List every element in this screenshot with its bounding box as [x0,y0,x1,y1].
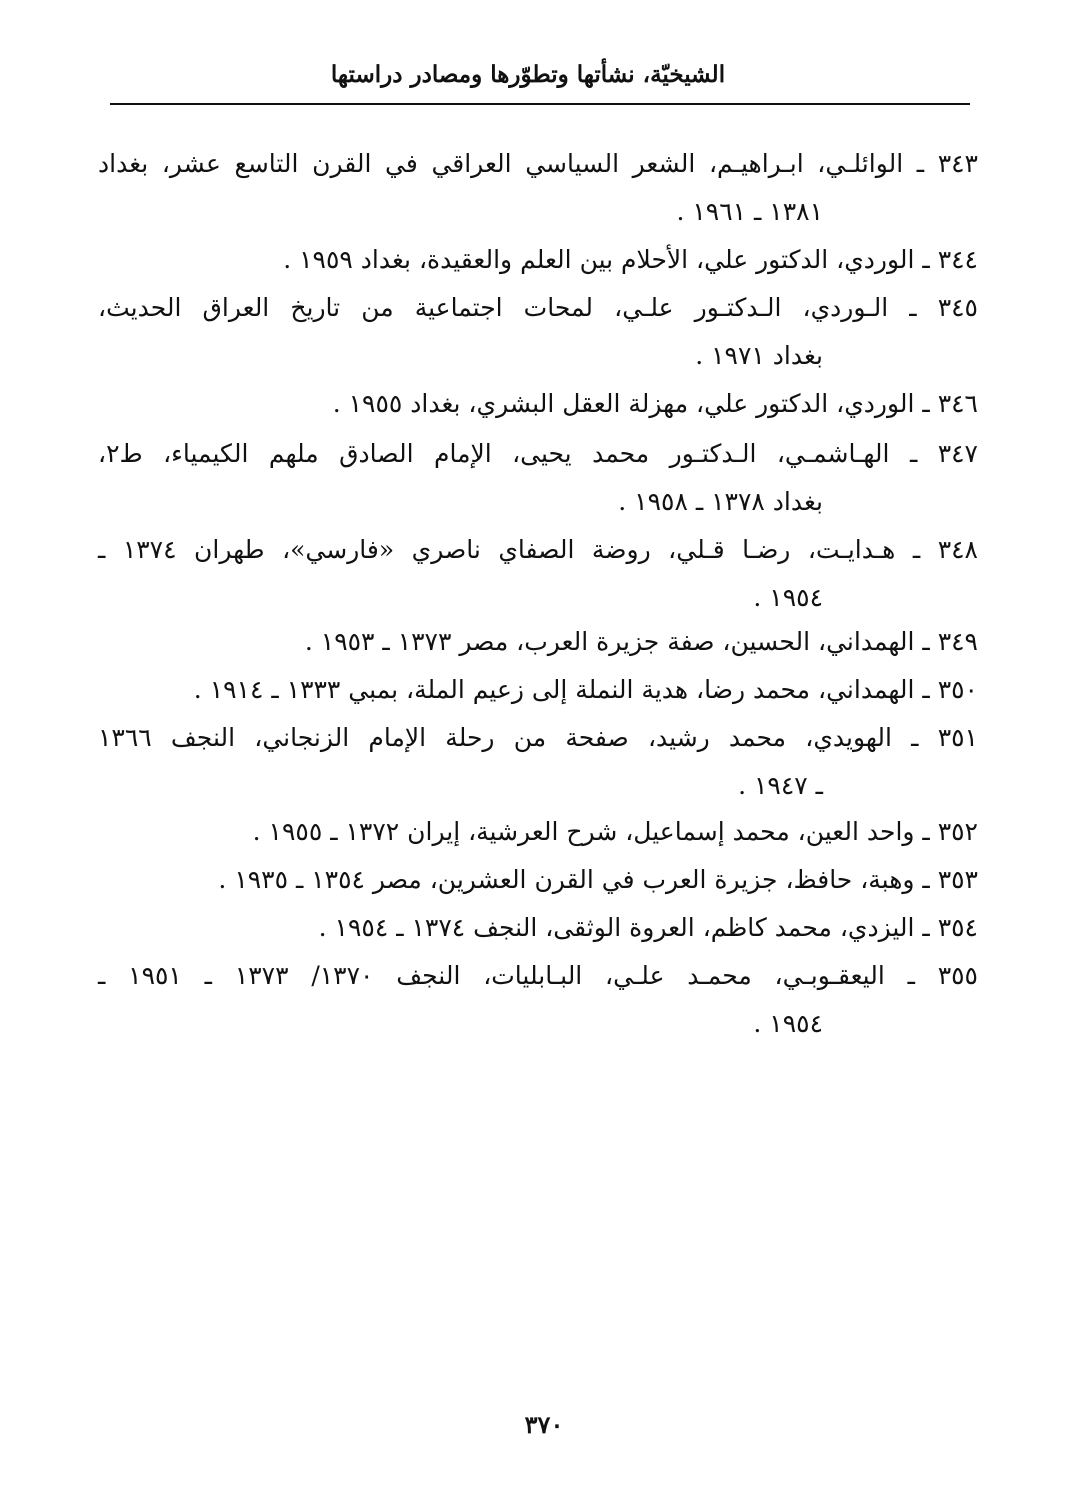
bibliography-entry-349 [98,618,978,666]
entry-continuation: بغداد ١٣٧٨ ـ ١٩٥٨ . [618,487,823,516]
entry-continuation: بغداد ١٩٧١ . [695,341,823,370]
entry-text: ٣٥٤ ـ اليزدي، محمد كاظم، العروة الوثقى، النجف ١٣٧٤ ـ ١٩٥٤ . [318,913,978,942]
running-header: الشيخيّة، نشأتها وتطوّرها ومصادر دراستها [330,61,726,88]
bibliography-entry-343 [98,140,978,234]
bibliography-entry-350 [98,666,978,714]
header-rule [110,103,970,105]
bibliography-entry-354 [98,904,978,952]
entry-text: ٣٤٦ ـ الوردي، الدكتور علي، مهزلة العقل البشري، بغداد ١٩٥٥ . [332,389,978,418]
entry-continuation: ١٩٥٤ . [753,1009,823,1038]
bibliography-entry-346 [98,380,978,428]
bibliography-entry-348 [98,526,978,620]
bibliography-entry-347 [98,430,978,524]
entry-text: ٣٤٣ ـ الوائلـي، ابـراهيـم، الشعر السياسي العراقي في القرن التاسع عشر، بغداد [98,149,978,178]
bibliography-entry-352 [98,808,978,856]
page-number: ٣٧٠ [524,1410,564,1439]
entry-text: ٣٥١ ـ الهويدي، محمد رشيد، صفحة من رحلة الإمام الزنجاني، النجف ١٣٦٦ [98,723,978,752]
bibliography-entry-345 [98,284,978,378]
bibliography-entry-344 [98,236,978,284]
entry-text: ٣٤٩ ـ الهمداني، الحسين، صفة جزيرة العرب، مصر ١٣٧٣ ـ ١٩٥٣ . [304,627,978,656]
entry-text: ٣٤٥ ـ الـوردي، الـدكتـور علـي، لمحات اجتماعية من تاريخ العراق الحديث، [98,293,978,322]
entry-continuation: ـ ١٩٤٧ . [738,771,823,800]
entry-continuation: ١٩٥٤ . [753,583,823,612]
bibliography-entry-355 [98,952,978,1046]
entry-text: ٣٥٠ ـ الهمداني، محمد رضا، هدية النملة إلى زعيم الملة، بمبي ١٣٣٣ ـ ١٩١٤ . [193,675,978,704]
bibliography-entry-351 [98,714,978,808]
entry-text: ٣٥٢ ـ واحد العين، محمد إسماعيل، شرح العرشية، إيران ١٣٧٢ ـ ١٩٥٥ . [252,817,978,846]
entry-text: ٣٤٨ ـ هـدايـت، رضـا قـلي، روضة الصفاي ناصري «فارسي»، طهران ١٣٧٤ ـ [98,535,978,564]
entry-text: ٣٤٧ ـ الهـاشمـي، الـدكتـور محمد يحيى، الإمام الصادق ملهم الكيمياء، ط٢، [98,439,978,468]
entry-text: ٣٥٥ ـ اليعقـوبـي، محمـد علـي، البـابليات، النجف ١٣٧٠/ ١٣٧٣ ـ ١٩٥١ ـ [98,961,978,990]
bibliography-entry-353 [98,856,978,904]
entry-continuation: ١٣٨١ ـ ١٩٦١ . [676,197,823,226]
entry-text: ٣٤٤ ـ الوردي، الدكتور علي، الأحلام بين العلم والعقيدة، بغداد ١٩٥٩ . [283,245,978,274]
entry-text: ٣٥٣ ـ وهبة، حافظ، جزيرة العرب في القرن العشرين، مصر ١٣٥٤ ـ ١٩٣٥ . [218,865,978,894]
